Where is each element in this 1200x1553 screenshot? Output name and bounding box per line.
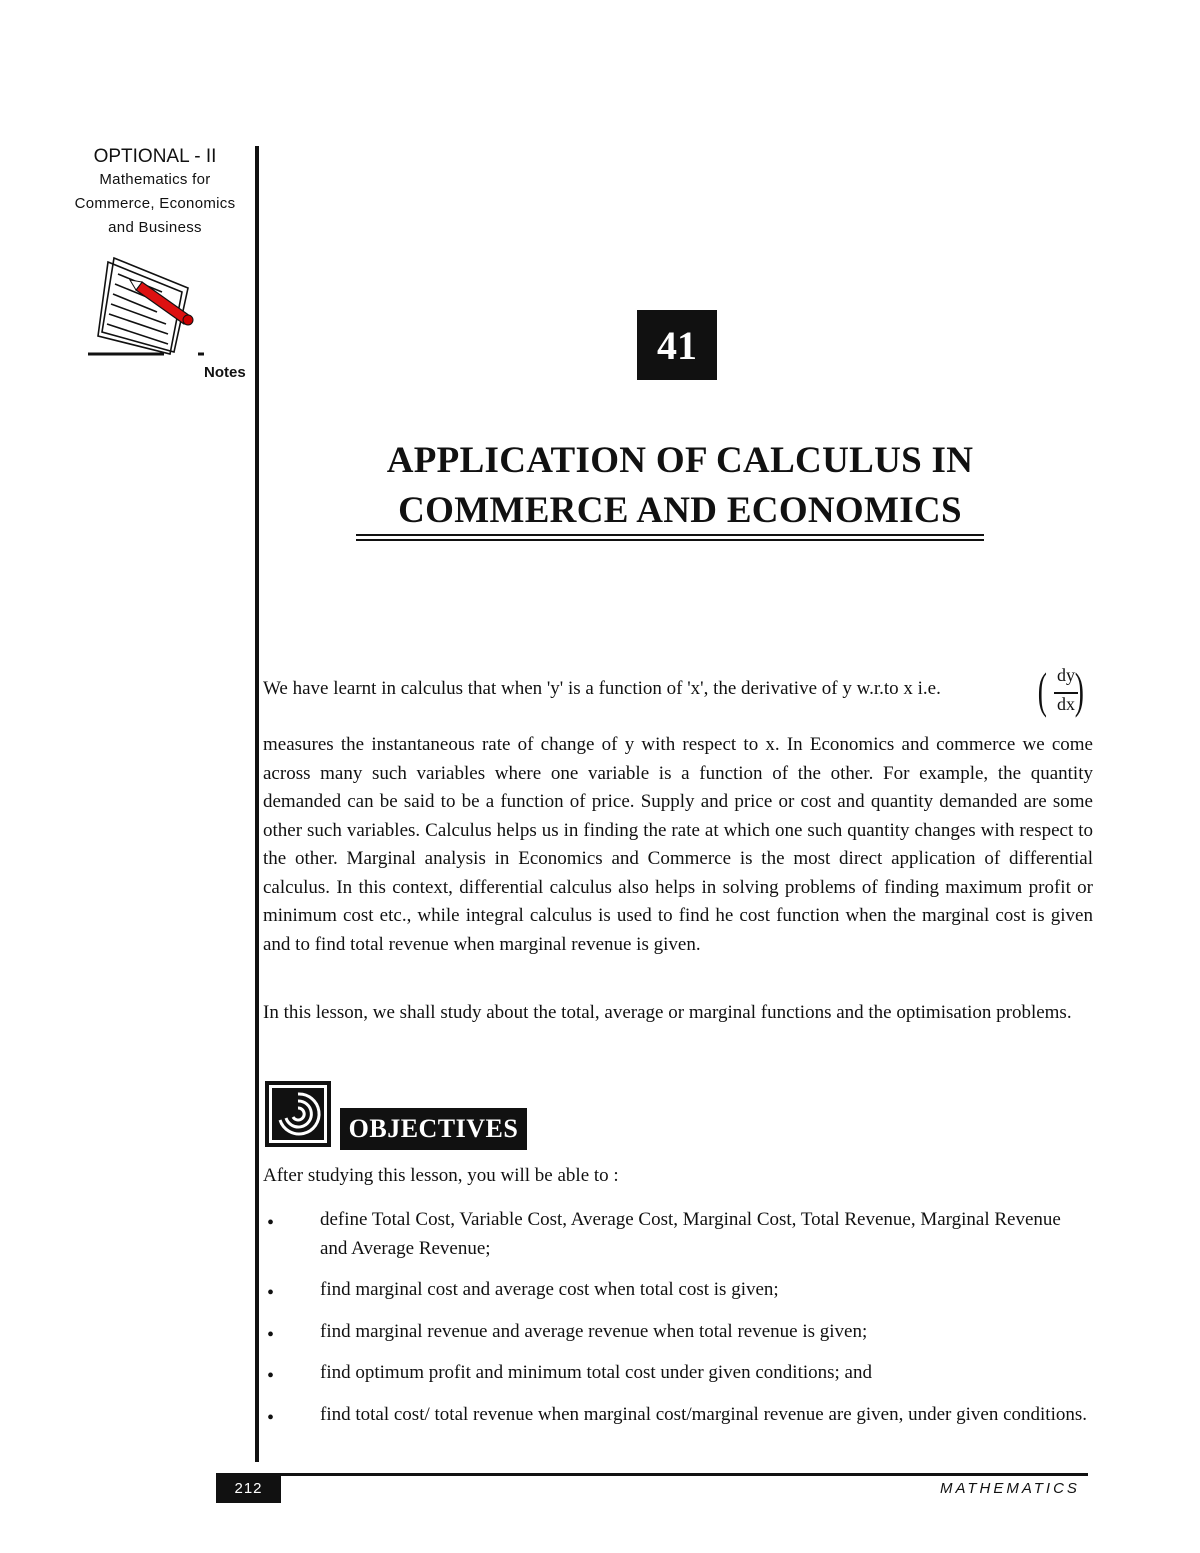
list-item xyxy=(263,1206,1093,1263)
course-subtitle-line-3: and Business xyxy=(108,219,202,236)
footer-rule xyxy=(216,1473,1088,1476)
right-paren: ) xyxy=(1074,662,1084,718)
sidebar-header xyxy=(60,146,250,240)
intro-paragraph-1: measures the instantaneous rate of change of y with respect to x. In Economics and commerce we come across many such variables where one variable is a function of the other. For example, the quantity demanded can be said to be a function of price. Supply and price or cost and quantity demanded are some other such variables. Calculus helps us in finding the rate at which one such quantity changes with respect to the other. Marginal analysis in Economics and Commerce is the most direct application of differential calculus. In this context, differential calculus also helps in solving problems of finding maximum profit or minimum cost etc., while integral calculus is used to find he cost function when the marginal cost is given and to find total revenue when marginal revenue is given. xyxy=(263,734,1093,955)
objective-text: find marginal cost and average cost when total cost is given; xyxy=(320,1279,779,1300)
notebook-pencil-icon xyxy=(84,252,204,362)
chapter-number: 41 xyxy=(637,310,717,380)
objective-text: find marginal revenue and average revenue when total revenue is given; xyxy=(320,1320,868,1342)
bullet-icon: • xyxy=(267,1323,275,1346)
bullet-icon: • xyxy=(267,1282,275,1304)
course-subtitle-line-2: Commerce, Economics xyxy=(74,195,236,212)
title-underline-2 xyxy=(356,539,984,541)
page-number: 212 xyxy=(216,1473,281,1503)
course-subtitle-line-1: Mathematics for xyxy=(99,171,211,188)
bullet-icon: • xyxy=(267,1365,275,1387)
objective-text: find total cost/ total revenue when marginal cost/marginal revenue are given, under given conditions. xyxy=(320,1403,1087,1425)
target-spiral-icon xyxy=(264,1080,332,1148)
list-item xyxy=(263,1276,1093,1305)
objectives-heading: OBJECTIVES xyxy=(340,1108,527,1150)
objective-text: find optimum profit and minimum total cost under given conditions; and xyxy=(320,1362,872,1383)
intro-paragraph-2: In this lesson, we shall study about the total, average or marginal functions and the optimisation problems. xyxy=(263,1002,1072,1023)
list-item xyxy=(263,1401,1093,1430)
footer-subject: MATHEMATICS xyxy=(940,1480,1080,1497)
dy-dx-fraction xyxy=(1037,662,1090,722)
notes-label: Notes xyxy=(204,364,246,381)
intro-first-line: We have learnt in calculus that when 'y' is a function of 'x', the derivative of y w.r.to x i.e. xyxy=(263,678,941,699)
objectives-lead: After studying this lesson, you will be able to : xyxy=(263,1165,619,1186)
left-paren: ( xyxy=(1037,662,1047,718)
chapter-title-line-1: APPLICATION OF CALCULUS IN xyxy=(386,440,974,481)
bullet-icon: • xyxy=(267,1212,275,1234)
fraction-numerator: dy xyxy=(1057,665,1075,685)
chapter-title-line-2: COMMERCE AND ECONOMICS xyxy=(398,490,962,531)
objectives-list xyxy=(263,1206,1093,1442)
objective-text: define Total Cost, Variable Cost, Average Cost, Marginal Cost, Total Revenue, Marginal Revenue and Average Revenue; xyxy=(320,1209,1061,1259)
fraction-denominator: dx xyxy=(1057,694,1075,714)
list-item xyxy=(263,1359,1093,1388)
chapter-title xyxy=(300,436,1060,536)
bullet-icon: • xyxy=(267,1406,275,1429)
margin-divider xyxy=(255,146,259,1462)
course-title: OPTIONAL - II xyxy=(93,146,217,167)
title-underline xyxy=(356,534,984,536)
list-item xyxy=(263,1318,1093,1347)
